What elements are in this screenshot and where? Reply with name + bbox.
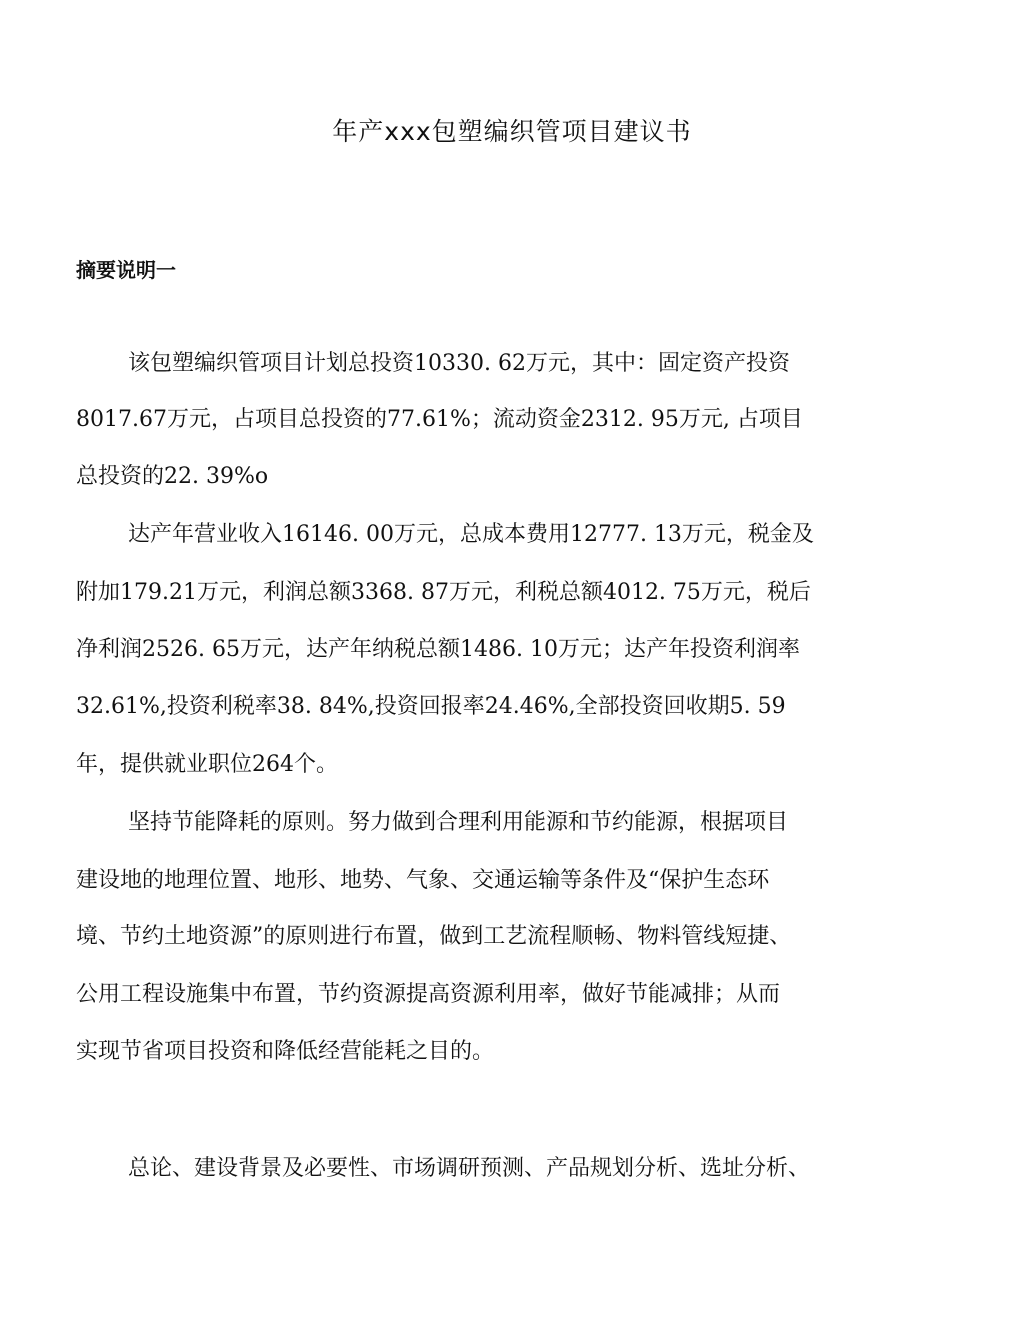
paragraph-line: 净利润2526. 65万元，达产年纳税总额1486. 10万元；达产年投资利润率 [76, 637, 800, 662]
paragraph-line: 坚持节能降耗的原则。努力做到合理利用能源和节约能源，根据项目 [128, 810, 789, 835]
paragraph-line: 附加179.21万元，利润总额3368. 87万元，利税总额4012. 75万元，税后 [76, 580, 811, 605]
paragraph-line: 总投资的22. 39%o [76, 464, 269, 489]
paragraph-line: 32.61%,投资利税率38. 84%,投资回报率24.46%,全部投资回收期5. 59 [76, 694, 786, 719]
section-heading: 摘要说明一 [76, 258, 176, 282]
paragraph-line: 达产年营业收入16146. 00万元，总成本费用12777. 13万元，税金及 [128, 522, 814, 547]
paragraph-line: 建设地的地理位置、地形、地势、气象、交通运输等条件及“保护生态环 [76, 868, 770, 893]
paragraph-line: 年，提供就业职位264个。 [76, 752, 338, 777]
paragraph-line: 8017.67万元，占项目总投资的77.61%；流动资金2312. 95万元, 占项目 [76, 407, 803, 432]
paragraph-line: 该包塑编织管项目计划总投资10330. 62万元，其中：固定资产投资 [128, 351, 790, 376]
paragraph-line: 境、节约土地资源”的原则进行布置，做到工艺流程顺畅、物料管线短捷、 [76, 924, 792, 949]
paragraph-line: 实现节省项目投资和降低经营能耗之目的。 [76, 1039, 495, 1064]
document-title: 年产xxx包塑编织管项目建议书 [332, 117, 692, 146]
paragraph-line: 公用工程设施集中布置，节约资源提高资源利用率，做好节能减排；从而 [76, 982, 781, 1007]
paragraph-line: 总论、建设背景及必要性、市场调研预测、产品规划分析、选址分析、 [128, 1156, 811, 1181]
